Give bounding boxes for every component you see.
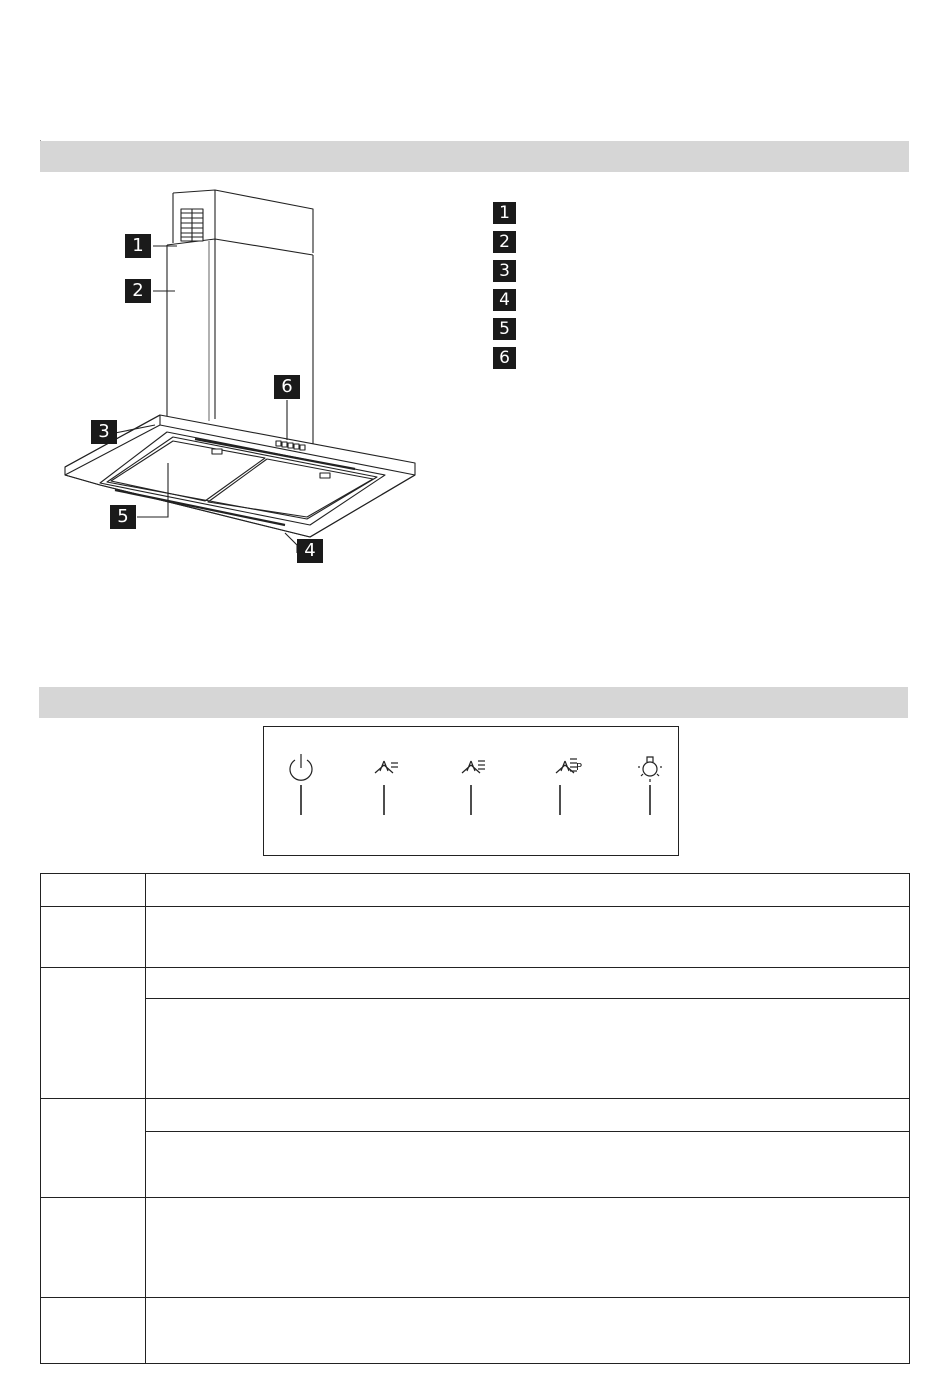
section-header-controls [39,687,908,718]
table-cell-button [41,1298,146,1364]
legend-item [493,227,516,256]
table-row [41,1132,910,1198]
table-row [41,1099,910,1132]
table-header-row [41,874,910,907]
fan-medium-icon [462,761,485,815]
table-header-cell [146,874,910,907]
control-panel [263,726,679,856]
legend-number: 2 [493,231,516,253]
boost-letter: P [576,762,583,773]
control-panel-drawing [264,727,680,857]
callout-3: 3 [91,420,117,444]
table-cell-function [146,907,910,968]
table-row [41,1198,910,1298]
legend-item [493,285,516,314]
table-row [41,907,910,968]
callout-2: 2 [125,279,151,303]
table-cell-function [146,1298,910,1364]
fan-boost-icon [556,759,577,815]
power-icon [290,754,312,815]
table-row [41,999,910,1099]
callout-6: 6 [274,375,300,399]
table-cell-button [41,907,146,968]
callout-1: 1 [125,234,151,258]
legend-item [493,256,516,285]
table-row [41,968,910,999]
table-cell-button [41,968,146,1099]
hood-diagram [55,185,435,575]
table-cell-function [146,999,910,1099]
legend-item [493,198,516,227]
legend [493,198,516,372]
callout-4: 4 [297,539,323,563]
fan-low-icon [375,761,398,815]
section-header-description [40,141,909,172]
legend-number: 1 [493,202,516,224]
table-header-cell [41,874,146,907]
table-cell-button [41,1099,146,1198]
legend-item [493,343,516,372]
legend-number: 3 [493,260,516,282]
light-icon [638,757,662,815]
table-cell-function [146,1132,910,1198]
table-cell-function [146,1099,910,1132]
table-cell-function [146,1198,910,1298]
table-row [41,1298,910,1364]
vent-grille [181,209,203,241]
legend-number: 5 [493,318,516,340]
table-cell-function [146,968,910,999]
callout-5: 5 [110,505,136,529]
legend-item [493,314,516,343]
table-cell-button [41,1198,146,1298]
legend-number: 6 [493,347,516,369]
controls-table [40,873,910,1364]
legend-number: 4 [493,289,516,311]
